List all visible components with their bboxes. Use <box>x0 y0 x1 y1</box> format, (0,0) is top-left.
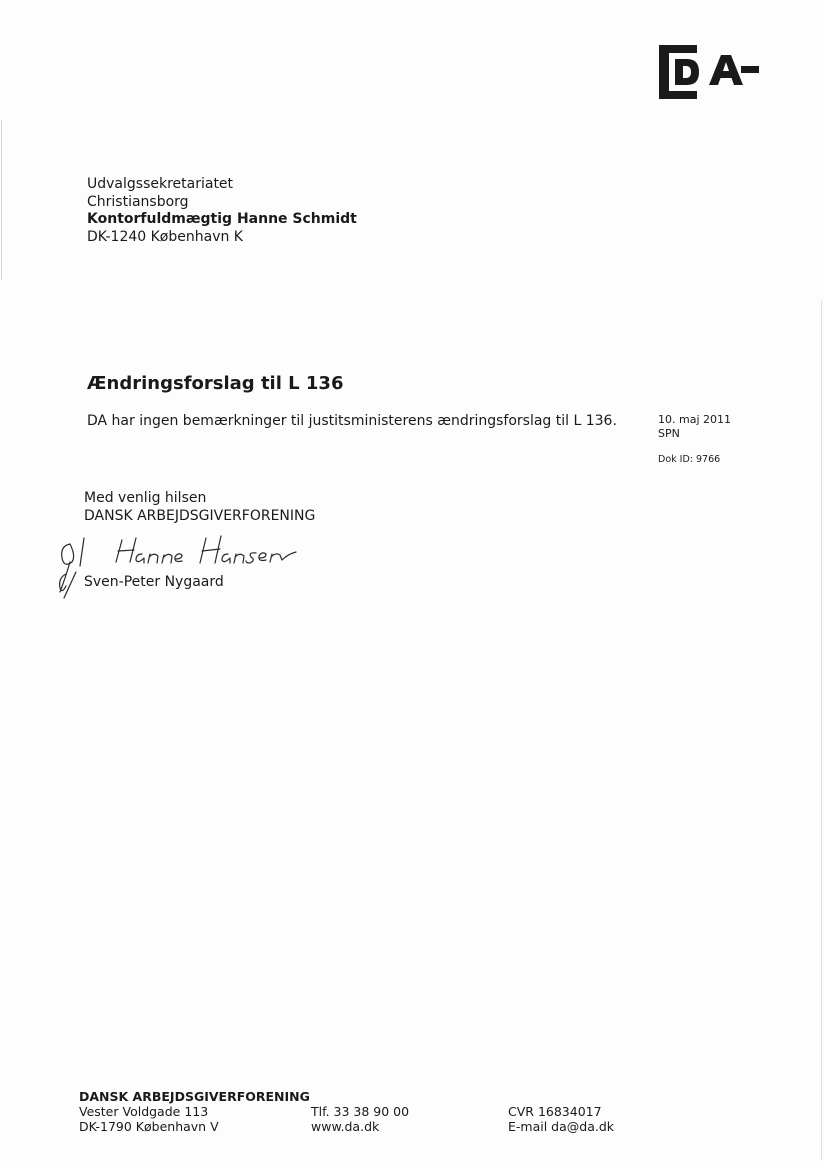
letter-meta <box>658 413 731 441</box>
footer-address <box>79 1089 310 1134</box>
signer-name: Sven-Peter Nygaard <box>84 574 224 590</box>
footer-organization: DANSK ARBEJDSGIVERFORENING <box>79 1089 310 1104</box>
footer-city: DK-1790 København V <box>79 1119 219 1134</box>
footer-email[interactable]: E-mail da@da.dk <box>508 1119 614 1134</box>
footer-web[interactable]: www.da.dk <box>311 1119 380 1134</box>
footer-phone: Tlf. 33 38 90 00 <box>311 1104 410 1119</box>
footer-street: Vester Voldgade 113 <box>79 1104 209 1119</box>
da-logo <box>657 41 761 103</box>
scan-edge-right <box>821 300 822 1160</box>
scan-edge-left <box>1 120 2 280</box>
letter-body: DA har ingen bemærkninger til justitsministerens ændringsforslag til L 136. <box>87 413 617 429</box>
da-logo-icon <box>657 41 761 103</box>
document-id: Dok ID: 9766 <box>658 454 721 465</box>
closing-block <box>84 489 315 525</box>
footer-contact <box>311 1104 409 1134</box>
footer-cvr: CVR 16834017 <box>508 1104 602 1119</box>
recipient-address <box>87 176 357 246</box>
recipient-line-2: Christiansborg <box>87 193 189 210</box>
letter-subject: Ændringsforslag til L 136 <box>87 373 344 394</box>
recipient-line-4: DK-1240 København K <box>87 228 243 245</box>
footer-registration <box>508 1104 614 1134</box>
recipient-line-3: Kontorfuldmægtig Hanne Schmidt <box>87 211 357 227</box>
closing-organization: DANSK ARBEJDSGIVERFORENING <box>84 508 316 524</box>
closing-greeting: Med venlig hilsen <box>84 490 207 506</box>
letter-initials: SPN <box>658 427 680 440</box>
recipient-line-1: Udvalgssekretariatet <box>87 176 234 192</box>
letter-date: 10. maj 2011 <box>658 413 731 426</box>
